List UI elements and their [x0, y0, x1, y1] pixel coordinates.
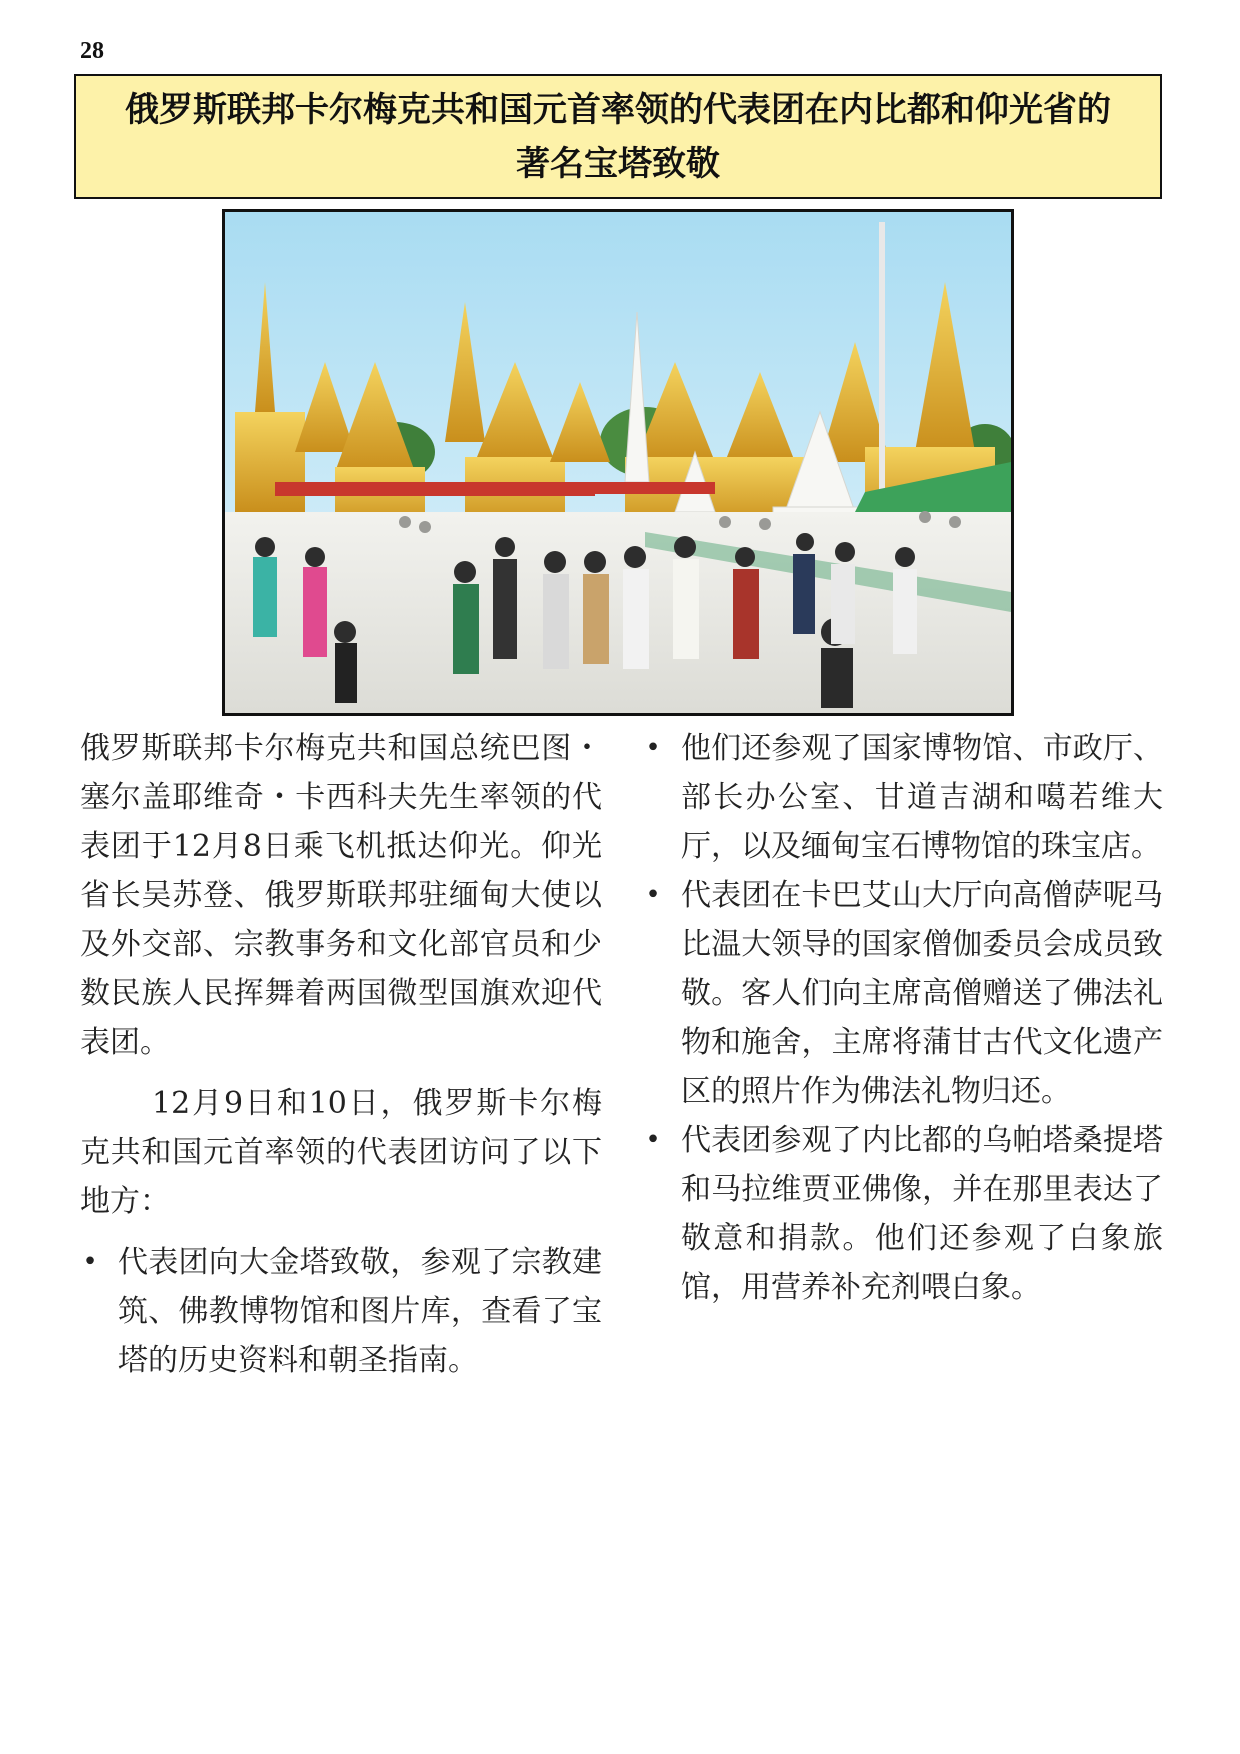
dates-paragraph: 12月9日和10日，俄罗斯卡尔梅克共和国元首率领的代表团访问了以下地方： — [80, 1086, 602, 1219]
left-column — [80, 724, 602, 1385]
intro-paragraph: 俄罗斯联邦卡尔梅克共和国总统巴图・塞尔盖耶维奇・卡西科夫先生率领的代表团于12月8日乘飞机抵达仰光。仰光省长吴苏登、俄罗斯联邦驻缅甸大使以及外交部、宗教事务和文化部官员和少数民族人民挥舞着两国微型国旗欢迎代表团。 — [80, 731, 602, 1060]
bullet-icon: • — [82, 1247, 98, 1277]
page-number: 28 — [80, 38, 104, 64]
list-item-text: 代表团在卡巴艾山大厅向高僧萨呢马比温大领导的国家僧伽委员会成员致敬。客人们向主席高僧赠送了佛法礼物和施舍，主席将蒲甘古代文化遗产区的照片作为佛法礼物归还。 — [681, 878, 1163, 1109]
page-title: 俄罗斯联邦卡尔梅克共和国元首率领的代表团在内比都和仰光省的著名宝塔致敬 — [125, 89, 1111, 184]
list-item-text: 他们还参观了国家博物馆、市政厅、部长办公室、甘道吉湖和噶若维大厅，以及缅甸宝石博物馆的珠宝店。 — [681, 731, 1163, 864]
list-item-text: 代表团参观了内比都的乌帕塔桑提塔和马拉维贾亚佛像，并在那里表达了敬意和捐款。他们还参观了白象旅馆，用营养补充剂喂白象。 — [681, 1123, 1163, 1305]
list-item — [643, 871, 1163, 1116]
list-item-text: 代表团向大金塔致敬，参观了宗教建筑、佛教博物馆和图片库，查看了宝塔的历史资料和朝圣指南。 — [118, 1245, 602, 1378]
right-bullet-list — [643, 724, 1163, 1312]
title-banner — [74, 74, 1162, 199]
photo-icon — [225, 212, 1011, 713]
list-item — [643, 724, 1163, 871]
news-photo — [222, 209, 1014, 716]
bullet-icon: • — [645, 1125, 661, 1155]
list-item — [643, 1116, 1163, 1312]
bullet-icon: • — [645, 733, 661, 763]
bullet-icon: • — [645, 880, 661, 910]
right-column — [643, 724, 1163, 1312]
left-bullet-list — [80, 1238, 602, 1385]
list-item — [80, 1238, 602, 1385]
